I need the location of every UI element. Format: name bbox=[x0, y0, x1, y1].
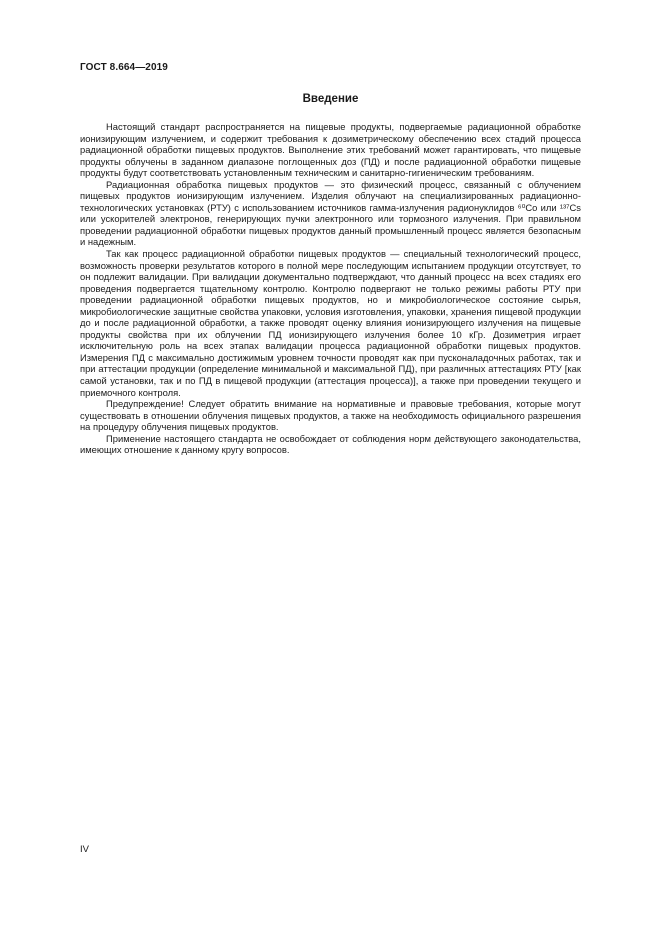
body-text bbox=[80, 121, 581, 456]
document-code: ГОСТ 8.664—2019 bbox=[80, 62, 168, 73]
paragraph-validation: Так как процесс радиационной обработки пищевых продуктов — специальный технологический процесс, возможность проверки результатов которого в полной мере последующим испытанием продукции отсутствует, то он подлежит валидации. При валидации документально подтверждают, что данный процесс на всех стадиях его проведения подвергается тщательному контролю. Контролю подвергают не только режимы работы РТУ при проведении радиационной обработки пищевых продуктов, но и микробиологическое состояние сырья, микробиологические защитные свойства упаковки, условия изготовления, упаковки, хранения пищевой продукции до и после радиационной обработки, а также проводят оценку влияния ионизирующего излучения на пищевые продукты свойства при их облучении ПД ионизирующего излучения более 10 кГр. Дозиметрия играет исключительную роль на всех этапах валидации процесса радиационной обработки пищевых продуктов. Измерения ПД с максимально достижимым уровнем точности проводят как при пусконаладочных работах, так и при аттестации продукции (определение минимальной и максимальной ПД), при различных аттестациях РТУ [как самой установки, так и по ПД в пищевой продукции (аттестация процесса)], а также при проведении текущего и приемочного контроля. bbox=[80, 248, 581, 398]
paragraph-radiation-processing: Радиационная обработка пищевых продуктов — это физический процесс, связанный с облучением пищевых продуктов ионизирующим излучением. Изделия облучают на специализированных радиационно-технологических установках (РТУ) с использованием источников гамма-излучения радионуклидов ⁶⁰Co или ¹³⁷Cs или ускорителей электронов, генерирующих пучки электронного или тормозного излучения. При правильном проведении радиационной обработки пищевых продуктов данный промышленный процесс является безопасным и надежным. bbox=[80, 178, 581, 248]
paragraph-legislation: Применение настоящего стандарта не освобождает от соблюдения норм действующего законодательства, имеющих отношение к данному кругу вопросов. bbox=[80, 432, 581, 456]
page-number: IV bbox=[80, 844, 89, 855]
paragraph-warning: Предупреждение! Следует обратить внимание на нормативные и правовые требования, которые могут существовать в отношении облучения пищевых продуктов, а также на необходимость официального разрешения на процедуру облучения пищевых продуктов. bbox=[80, 398, 581, 433]
paragraph-scope: Настоящий стандарт распространяется на пищевые продукты, подвергаемые радиационной обработке ионизирующим излучением, и содержит требования к дозиметрическому обеспечению всех стадий процесса радиационной обработки пищевых продуктов. Выполнение этих требований может гарантировать, что пищевые продукты облучены в заданном диапазоне поглощенных доз (ПД) и после радиационной обработки пищевые продукты будут соответствовать установленным техническим и санитарно-гигиеническим требованиям. bbox=[80, 121, 581, 179]
section-title: Введение bbox=[302, 93, 359, 105]
